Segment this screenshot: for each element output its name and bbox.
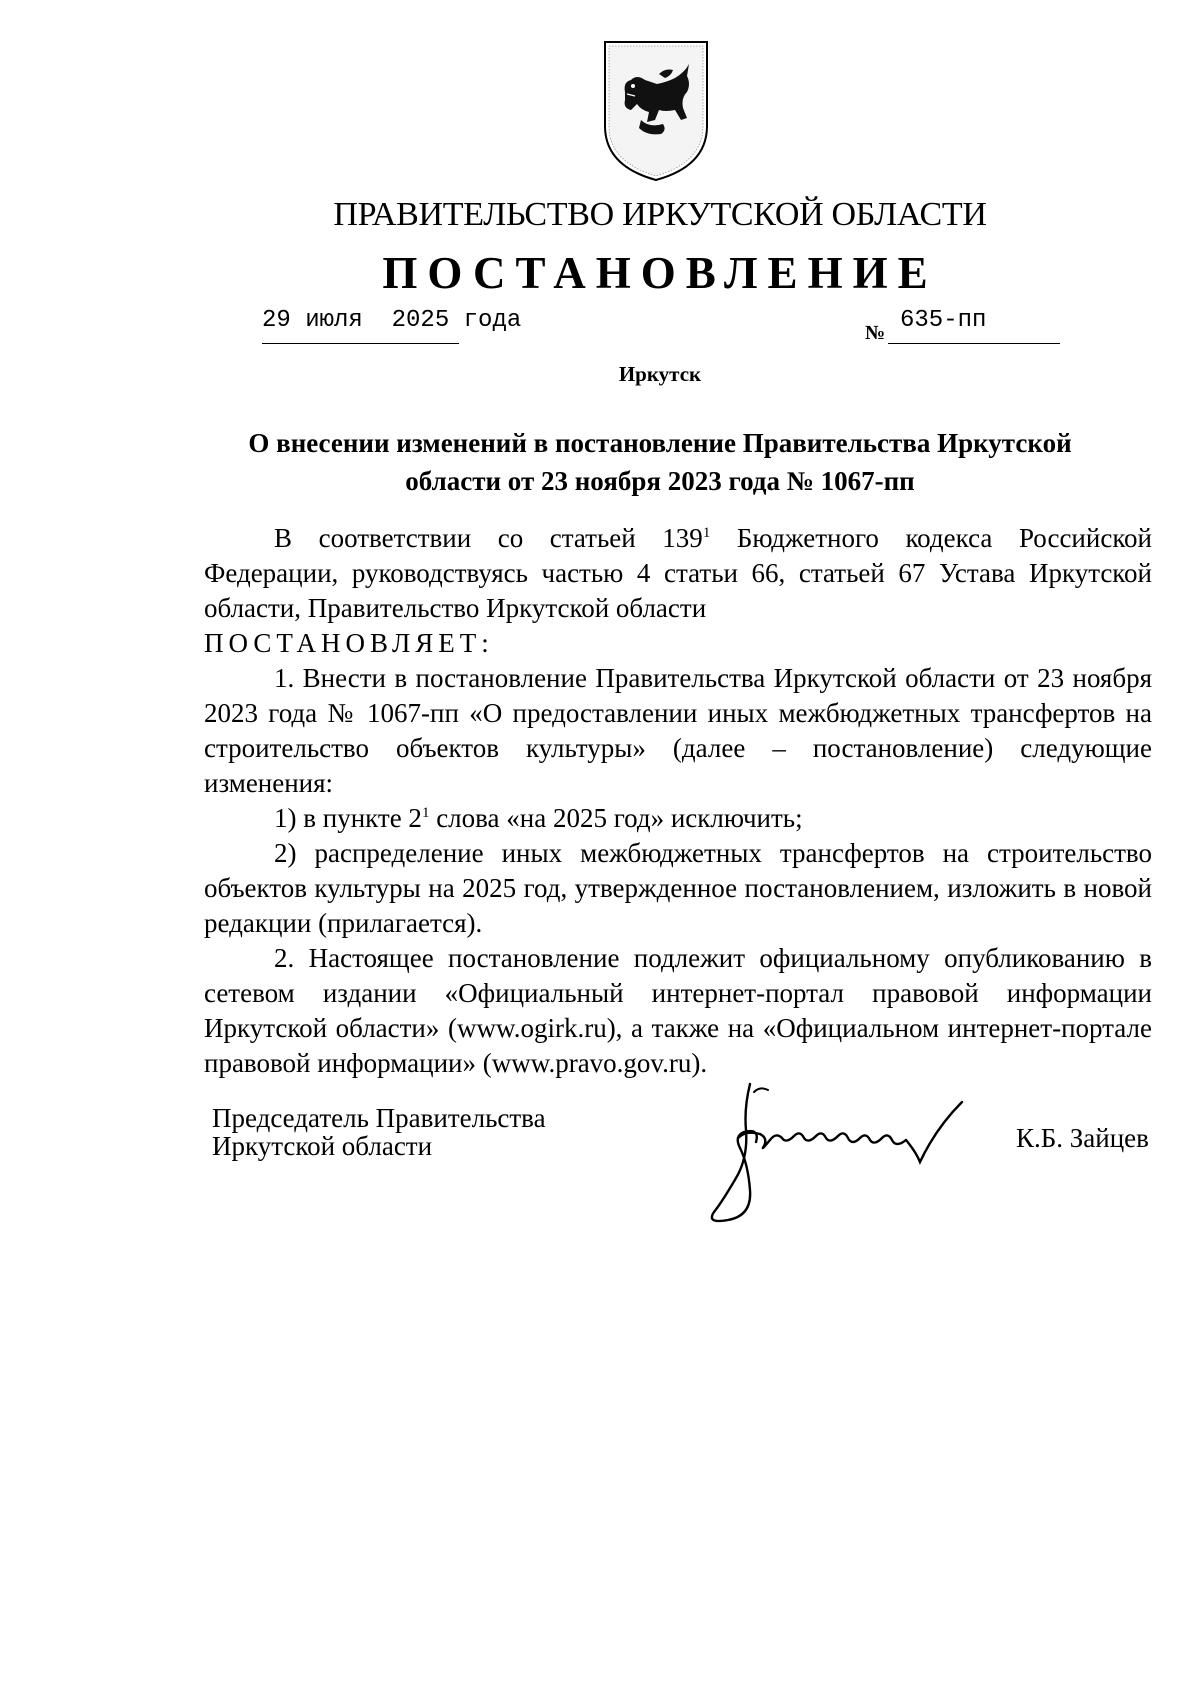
item-1-1-paragraph bbox=[204, 801, 1152, 836]
document-date-field bbox=[262, 303, 522, 344]
organization-name: ПРАВИТЕЛЬСТВО ИРКУТСКОЙ ОБЛАСТИ bbox=[333, 196, 987, 233]
preamble-text-a: В соответствии со статьей 139 bbox=[274, 523, 703, 553]
document-body bbox=[204, 521, 1152, 1081]
signatory-title-line-1: Председатель Правительства bbox=[212, 1103, 546, 1133]
item-1-1-superscript: 1 bbox=[421, 805, 430, 821]
document-date: 29 июля 2025 года bbox=[262, 307, 522, 334]
preamble-text-b: Бюджетного кодекса Российской Федерации, руководствуясь частью 4 статьи 66, статьей 67 Устава Иркутской области, Правительство Иркутской области bbox=[204, 523, 1153, 623]
signatory-title-line-2: Иркутской области bbox=[212, 1131, 433, 1161]
document-title-line-2: области от 23 ноября 2023 года № 1067-пп bbox=[405, 466, 915, 496]
item-1-paragraph: 1. Внести в постановление Правительства Иркутской области от 23 ноября 2023 года № 1067-пп «О предоставлении иных межбюджетных трансфертов на строительство объектов культуры» (далее – постановление) следующие изменения: bbox=[204, 663, 1152, 798]
item-1-1-text-b: слова «на 2025 год» исключить; bbox=[429, 803, 803, 833]
preamble-superscript: 1 bbox=[702, 525, 711, 541]
document-title-line-1: О внесении изменений в постановление Правительства Иркутской bbox=[248, 428, 1072, 458]
item-1-1-text-a: 1) в пункте 2 bbox=[274, 803, 422, 833]
preamble-paragraph bbox=[204, 521, 1152, 626]
decree-word: ПОСТАНОВЛЯЕТ: bbox=[204, 628, 494, 658]
city-name: Иркутск bbox=[618, 362, 702, 386]
signatory-name: К.Б. Зайцев bbox=[1016, 1123, 1149, 1153]
number-sign: № bbox=[865, 322, 886, 344]
document-type: ПОСТАНОВЛЕНИЕ bbox=[382, 248, 938, 298]
item-2-paragraph: 2. Настоящее постановление подлежит официальному опубликованию в сетевом издании «Официальный интернет-портал правовой информации Иркутской области» (www.ogirk.ru), а также на «Официальном интернет-портале правовой информации» (www.pravo.gov.ru). bbox=[204, 943, 1152, 1078]
document-number-field bbox=[888, 303, 1060, 344]
signatory-title bbox=[212, 1104, 546, 1160]
handwritten-signature-icon bbox=[690, 1078, 980, 1226]
document-number: 635-пп bbox=[900, 307, 987, 334]
coat-of-arms-icon bbox=[601, 38, 711, 184]
document-title bbox=[230, 424, 1090, 500]
item-1-2-paragraph: 2) распределение иных межбюджетных трансфертов на строительство объектов культуры на 2025 год, утвержденное постановлением, изложить в новой редакции (прилагается). bbox=[204, 838, 1152, 938]
